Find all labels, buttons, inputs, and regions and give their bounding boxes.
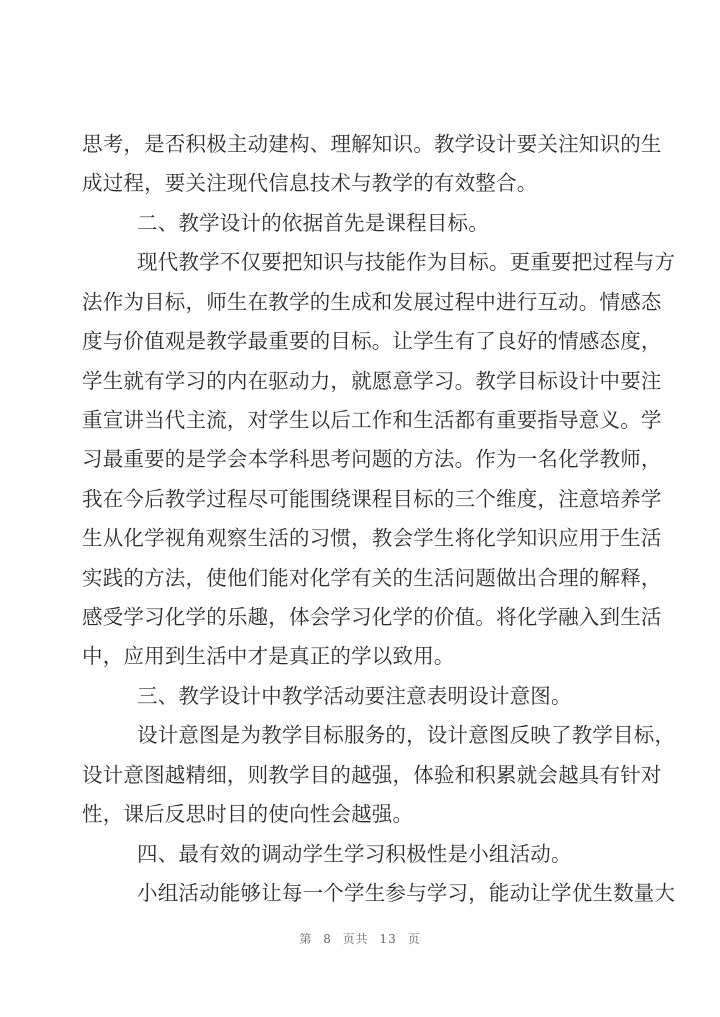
text-line: 小组活动能够让每一个学生参与学习，能动让学优生数量大	[137, 881, 676, 905]
section-heading: 三、教学设计中教学活动要注意表明设计意图。	[137, 683, 572, 708]
text-line: 思考，是否积极主动建构、理解知识。教学设计要关注知识的生	[82, 132, 662, 156]
text-line: 法作为目标，师生在教学的生成和发展过程中进行互动。情感态	[82, 289, 662, 314]
text-line: 感受学习化学的乐趣，体会学习化学的价值。将化学融入到生活	[82, 605, 662, 630]
text-line: 习最重要的是学会本学科思考问题的方法。作为一名化学教师，	[82, 447, 662, 472]
text-line: 性，课后反思时目的使向性会越强。	[82, 802, 414, 827]
text-line: 重宣讲当代主流，对学生以后工作和生活都有重要指导意义。学	[82, 407, 662, 432]
text-line: 现代教学不仅要把知识与技能作为目标。更重要把过程与方	[137, 250, 676, 275]
text-line: 生从化学视角观察生活的习惯，教会学生将化学知识应用于生活	[82, 526, 662, 551]
text-line: 度与价值观是教学最重要的目标。让学生有了良好的情感态度，	[82, 329, 662, 354]
section-heading: 二、教学设计的依据首先是课程目标。	[137, 210, 489, 235]
text-line: 设计意图是为教学目标服务的，设计意图反映了教学目标，	[137, 723, 676, 748]
text-line: 我在今后教学过程尽可能围绕课程目标的三个维度，注意培养学	[82, 486, 662, 511]
text-line: 成过程，要关注现代信息技术与教学的有效整合。	[82, 171, 538, 196]
text-line: 中，应用到生活中才是真正的学以致用。	[82, 644, 455, 669]
text-line: 学生就有学习的内在驱动力，就愿意学习。教学目标设计中要注	[82, 368, 662, 393]
text-line: 实践的方法，使他们能对化学有关的生活问题做出合理的解释，	[82, 565, 662, 590]
section-heading: 四、最有效的调动学生学习积极性是小组活动。	[137, 841, 572, 866]
text-line: 设计意图越精细，则教学目的越强，体验和积累就会越具有针对	[82, 762, 662, 787]
page-footer: 第 8 页共 13 页	[299, 932, 421, 946]
